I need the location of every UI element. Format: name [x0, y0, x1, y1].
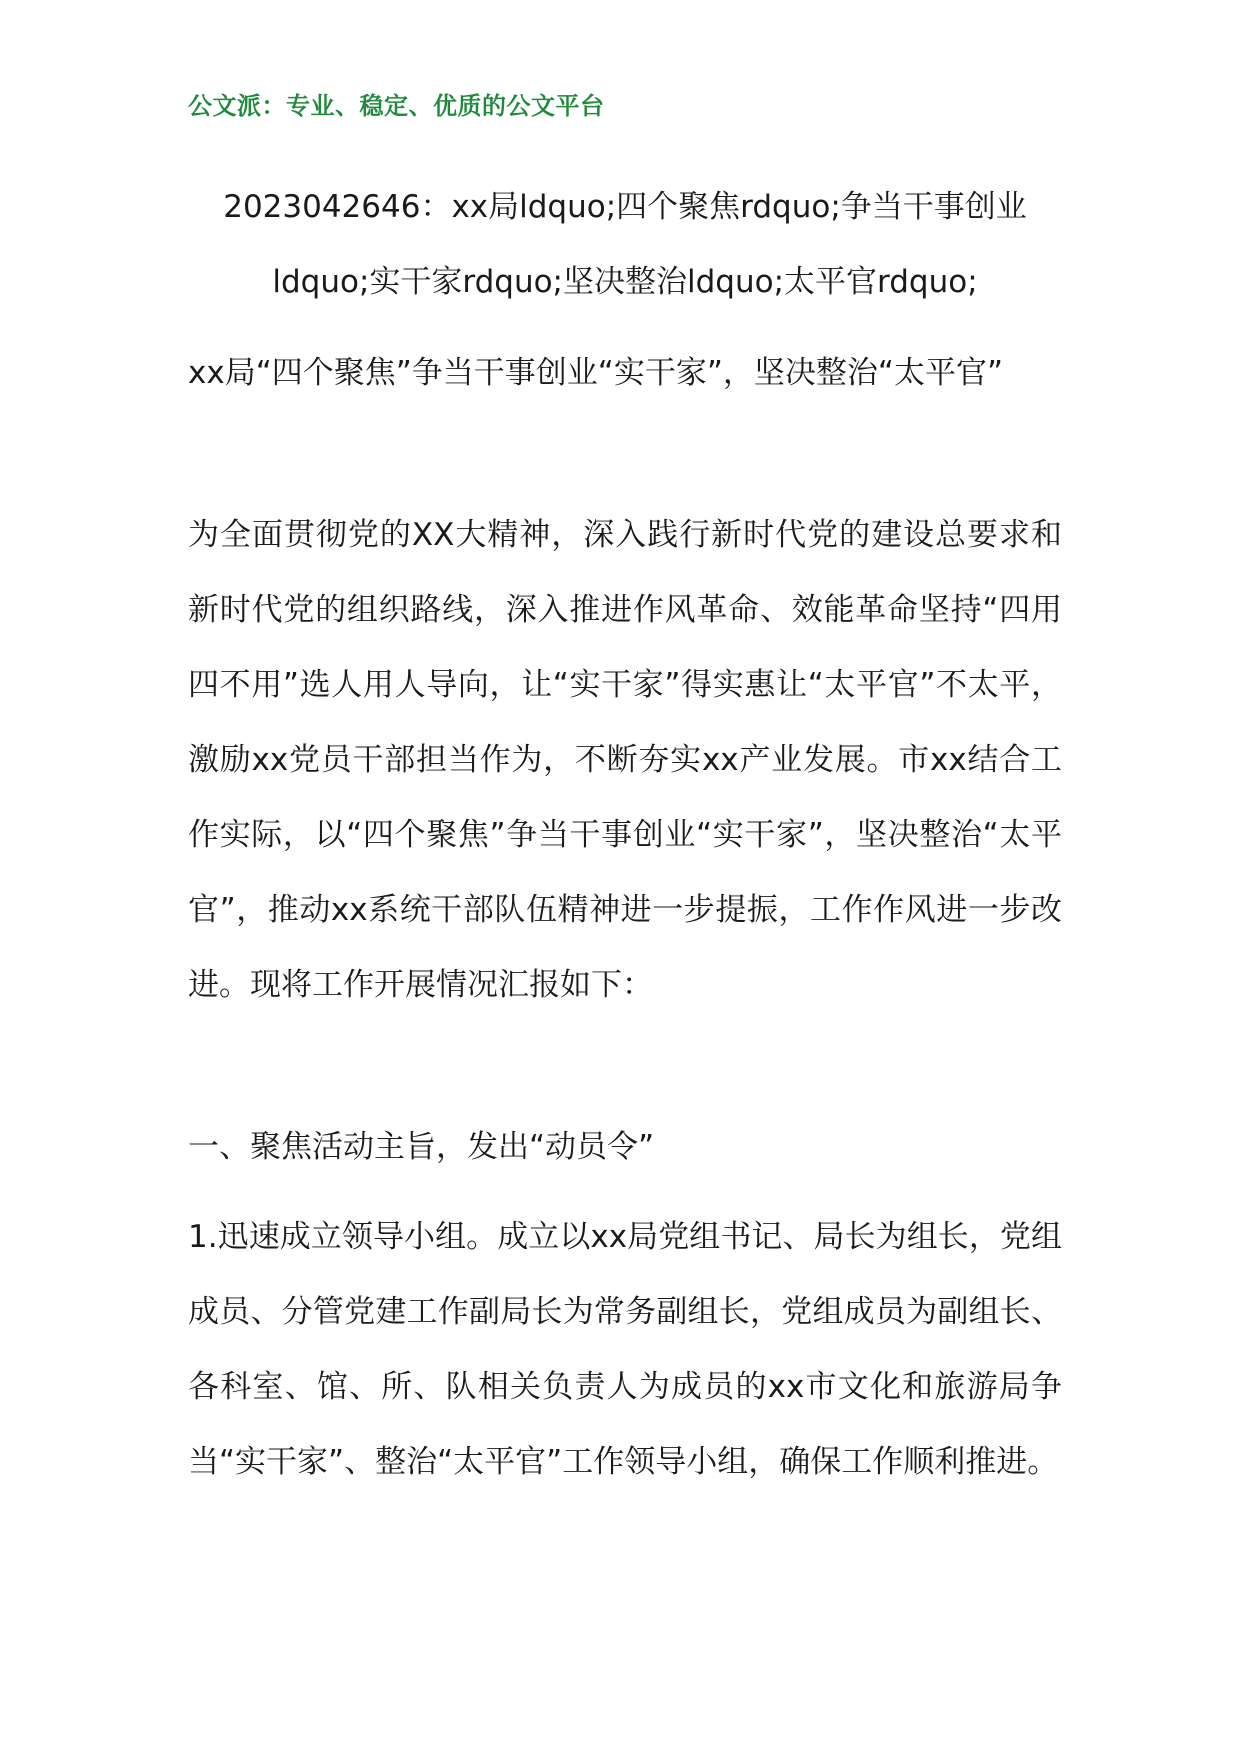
- intro-paragraph: 为全面贯彻党的XX大精神，深入践行新时代党的建设总要求和新时代党的组织路线，深入推进作风革命、效能革命坚持“四用四不用”选人用人导向，让“实干家”得实惠让“太平官”不太平，激励xx党员干部担当作为，不断夯实xx产业发展。市xx结合工作实际，以“四个聚焦”争当干事创业“实干家”，坚决整治“太平官”，推动xx系统干部队伍精神进一步提振，工作作风进一步改进。现将工作开展情况汇报如下：: [188, 517, 1062, 1003]
- section-heading: 一、聚焦活动主旨，发出“动员令”: [188, 1129, 655, 1165]
- document-subtitle: xx局“四个聚焦”争当干事创业“实干家”，坚决整治“太平官”: [188, 355, 1004, 391]
- document-title: 2023042646：xx局ldquo;四个聚焦rdquo;争当干事创业ldquo;实干家rdquo;坚决整治ldquo;太平官rdquo;: [223, 189, 1027, 300]
- platform-header: 公文派：专业、稳定、优质的公文平台: [188, 92, 605, 120]
- body-paragraph: 1.迅速成立领导小组。成立以xx局党组书记、局长为组长，党组成员、分管党建工作副局长为常务副组长，党组成员为副组长、各科室、馆、所、队相关负责人为成员的xx市文化和旅游局争当“实干家”、整治“太平官”工作领导小组，确保工作顺利推进。: [188, 1219, 1062, 1480]
